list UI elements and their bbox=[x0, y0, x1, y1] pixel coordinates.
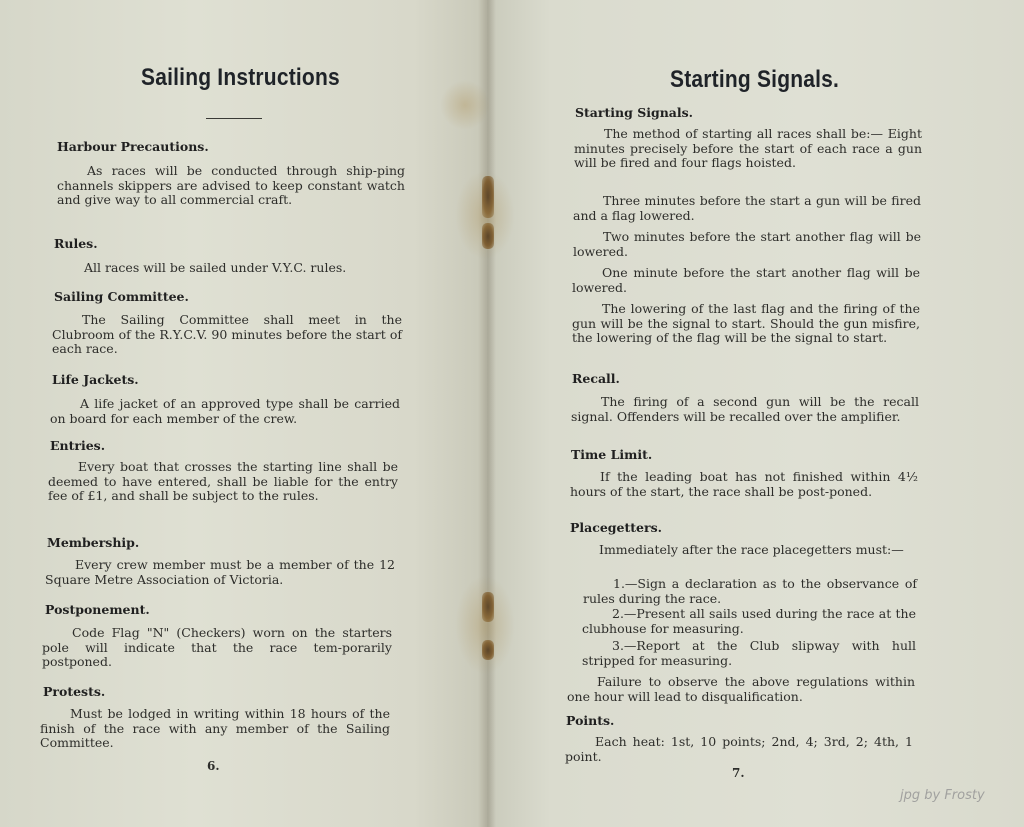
left-page bbox=[0, 0, 486, 827]
section-text-placegetters-footer: Failure to observe the above regulations within one hour will lead to disqualification. bbox=[567, 674, 915, 704]
section-heading-membership: Membership. bbox=[47, 535, 140, 550]
section-text-recall: The firing of a second gun will be the recall signal. Offenders will be recalled over the amplifier. bbox=[571, 394, 919, 424]
section-text-starting-signals-2: Three minutes before the start a gun will be fired and a flag lowered. bbox=[573, 193, 921, 223]
section-heading-time-limit: Time Limit. bbox=[571, 447, 653, 462]
section-heading-harbour-precautions: Harbour Precautions. bbox=[57, 139, 209, 154]
section-heading-placegetters: Placegetters. bbox=[570, 520, 662, 535]
page-number: 6. bbox=[207, 759, 220, 773]
page-number: 7. bbox=[732, 766, 745, 780]
section-text-starting-signals-4: One minute before the start another flag will be lowered. bbox=[572, 265, 920, 295]
section-heading-starting-signals: Starting Signals. bbox=[575, 105, 694, 120]
section-heading-entries: Entries. bbox=[50, 438, 106, 453]
section-text-postponement: Code Flag "N" (Checkers) worn on the starters pole will indicate that the race tem-porarily postponed. bbox=[42, 625, 392, 669]
age-stain bbox=[440, 80, 490, 130]
section-text-starting-signals-5: The lowering of the last flag and the firing of the gun will be the signal to start. Should the gun misfire, the lowering of the flag will be the signal to start. bbox=[572, 301, 920, 345]
section-heading-sailing-committee: Sailing Committee. bbox=[54, 289, 189, 304]
watermark: jpg by Frosty bbox=[900, 788, 985, 803]
right-page bbox=[486, 0, 1024, 827]
section-heading-points: Points. bbox=[566, 713, 615, 728]
section-text-placegetters-1: 1.—Sign a declaration as to the observance of rules during the race. bbox=[583, 576, 917, 606]
section-text-entries: Every boat that crosses the starting line shall be deemed to have entered, shall be liable for the entry fee of £1, and shall be subject to the rules. bbox=[48, 459, 398, 503]
section-text-placegetters-3: 3.—Report at the Club slipway with hull stripped for measuring. bbox=[582, 638, 916, 668]
page-title: Starting Signals. bbox=[670, 66, 840, 93]
section-text-placegetters-intro: Immediately after the race placegetters must:— bbox=[599, 542, 904, 557]
section-text-starting-signals-1: The method of starting all races shall be:— Eight minutes precisely before the start of each race a gun will be fired and four flags hoisted. bbox=[574, 126, 922, 170]
section-text-starting-signals-3: Two minutes before the start another flag will be lowered. bbox=[573, 229, 921, 259]
section-heading-postponement: Postponement. bbox=[45, 602, 150, 617]
section-text-placegetters-2: 2.—Present all sails used during the race at the clubhouse for measuring. bbox=[582, 606, 916, 636]
section-text-rules: All races will be sailed under V.Y.C. rules. bbox=[84, 260, 347, 275]
section-text-sailing-committee: The Sailing Committee shall meet in the Clubroom of the R.Y.C.V. 90 minutes before the start of each race. bbox=[52, 312, 402, 356]
section-text-membership: Every crew member must be a member of the 12 Square Metre Association of Victoria. bbox=[45, 557, 395, 587]
section-text-life-jackets: A life jacket of an approved type shall be carried on board for each member of the crew. bbox=[50, 396, 400, 426]
age-stain bbox=[455, 575, 515, 675]
section-heading-protests: Protests. bbox=[43, 684, 106, 699]
age-stain bbox=[455, 170, 515, 260]
page-title: Sailing Instructions bbox=[141, 64, 340, 91]
section-heading-rules: Rules. bbox=[54, 236, 98, 251]
section-heading-life-jackets: Life Jackets. bbox=[52, 372, 139, 387]
title-rule bbox=[206, 118, 262, 119]
section-text-harbour-precautions: As races will be conducted through ship-ping channels skippers are advised to keep constant watch and give way to all commercial craft. bbox=[57, 163, 405, 207]
section-text-protests: Must be lodged in writing within 18 hours of the finish of the race with any member of the Sailing Committee. bbox=[40, 706, 390, 750]
section-heading-recall: Recall. bbox=[572, 371, 620, 386]
section-text-time-limit: If the leading boat has not finished within 4½ hours of the start, the race shall be post-poned. bbox=[570, 469, 918, 499]
section-text-points: Each heat: 1st, 10 points; 2nd, 4; 3rd, 2; 4th, 1 point. bbox=[565, 734, 913, 764]
